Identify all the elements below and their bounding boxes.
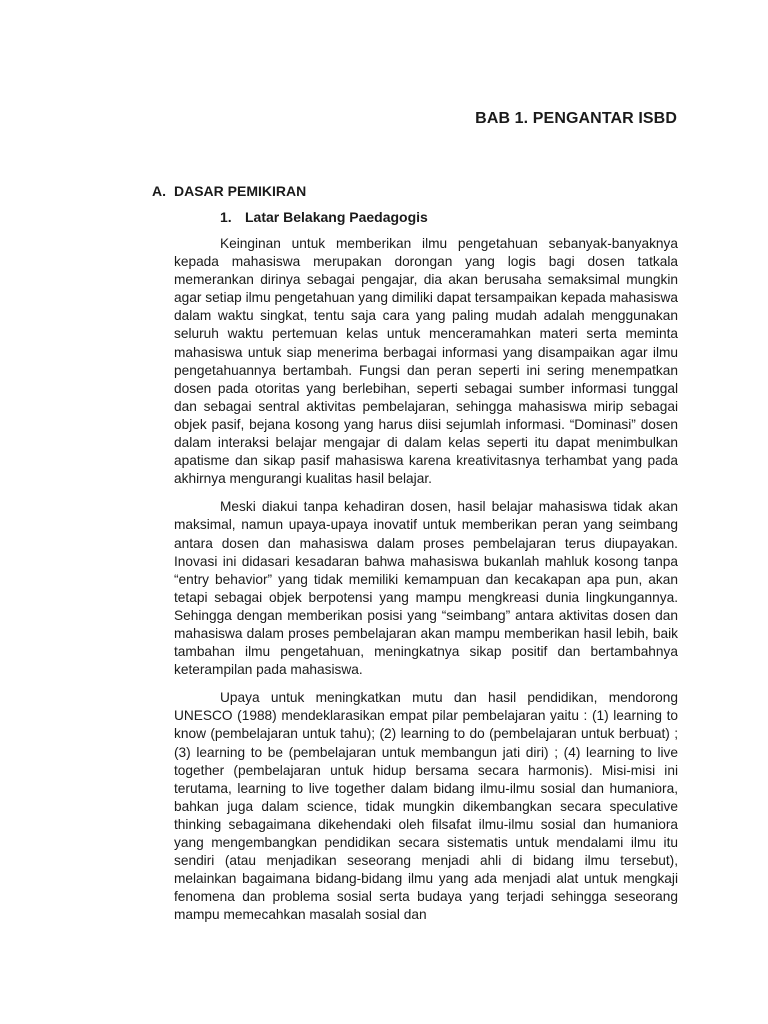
section-heading — [152, 183, 306, 199]
chapter-title: BAB 1. PENGANTAR ISBD — [475, 110, 677, 127]
body-text — [174, 235, 678, 934]
paragraph-1: Keinginan untuk memberikan ilmu pengetahuan sebanyak-banyaknya kepada mahasiswa merupakan dorongan yang logis bagi dosen tatkala memerankan dirinya sebagai pengajar, dia akan berusaha semaksimal mungkin agar setiap ilmu pengetahuan yang dimiliki dapat tersampaikan kepada mahasiswa dalam waktu singkat, tentu saja cara yang paling mudah adalah menggunakan seluruh waktu pertemuan kelas untuk menceramahkan materi serta meminta mahasiswa untuk siap menerima berbagai informasi yang disampaikan agar ilmu pengetahuannya bertambah. Fungsi dan peran seperti ini sering menempatkan dosen pada otoritas yang berlebihan, seperti sebagai sumber informasi tunggal dan sebagai sentral aktivitas pembelajaran, sehingga mahasiswa mirip sebagai objek pasif, bejana kosong yang harus diisi sejumlah informasi. “Dominasi” dosen dalam interaksi belajar mengajar di dalam kelas seperti itu dapat menimbulkan apatisme dan sikap pasif mahasiswa karena kreativitasnya terhambat yang pada akhirnya mengurangi kualitas hasil belajar. — [174, 236, 678, 487]
section-marker: A. — [152, 183, 166, 199]
paragraph-2: Meski diakui tanpa kehadiran dosen, hasil belajar mahasiswa tidak akan maksimal, namun upaya-upaya inovatif untuk memberikan peran yang seimbang antara dosen dan mahasiswa dalam proses pembelajaran terus diupayakan. Inovasi ini didasari kesadaran bahwa mahasiswa bukanlah mahluk kosong tanpa “entry behavior” yang tidak memiliki kemampuan dan kecakapan apa pun, akan tetapi sebagai objek berpotensi yang mampu mengkreasi dunia lingkungannya. Sehingga dengan memberikan posisi yang “seimbang” antara aktivitas dosen dan mahasiswa dalam proses pembelajaran akan mampu memberikan hasil lebih, baik tambahan ilmu pengetahuan, meningkatnya sikap positif dan bertambahnya keterampilan pada mahasiswa. — [174, 499, 678, 678]
section-title: DASAR PEMIKIRAN — [174, 183, 307, 199]
paragraph-3: Upaya untuk meningkatkan mutu dan hasil pendidikan, mendorong UNESCO (1988) mendeklarasikan empat pilar pembelajaran yaitu : (1) learning to know (pembelajaran untuk tahu); (2) learning to do (pembelajaran untuk berbuat) ; (3) learning to be (pembelajaran untuk membangun jati diri) ; (4) learning to live together (pembelajaran untuk hidup bersama secara harmonis). Misi-misi ini terutama, learning to live together dalam bidang ilmu-ilmu sosial dan humaniora, bahkan juga dalam science, tidak mungkin dikembangkan secara speculative thinking sebagaimana dikehendaki oleh filsafat ilmu-ilmu sosial dan humaniora yang mengembangkan pendidikan secara sistematis untuk mendalami ilmu itu sendiri (atau menjadikan seseorang menjadi ahli di bidang ilmu tersebut), melainkan bagaimana bidang-bidang ilmu yang ada menjadi alat untuk mengkaji fenomena dan problema sosial serta budaya yang terjadi sehingga seseorang mampu memecahkan masalah sosial dan — [174, 690, 678, 923]
subsection-marker: 1. — [220, 209, 232, 225]
subsection-heading — [220, 209, 428, 225]
subsection-title: Latar Belakang Paedagogis — [245, 209, 428, 225]
